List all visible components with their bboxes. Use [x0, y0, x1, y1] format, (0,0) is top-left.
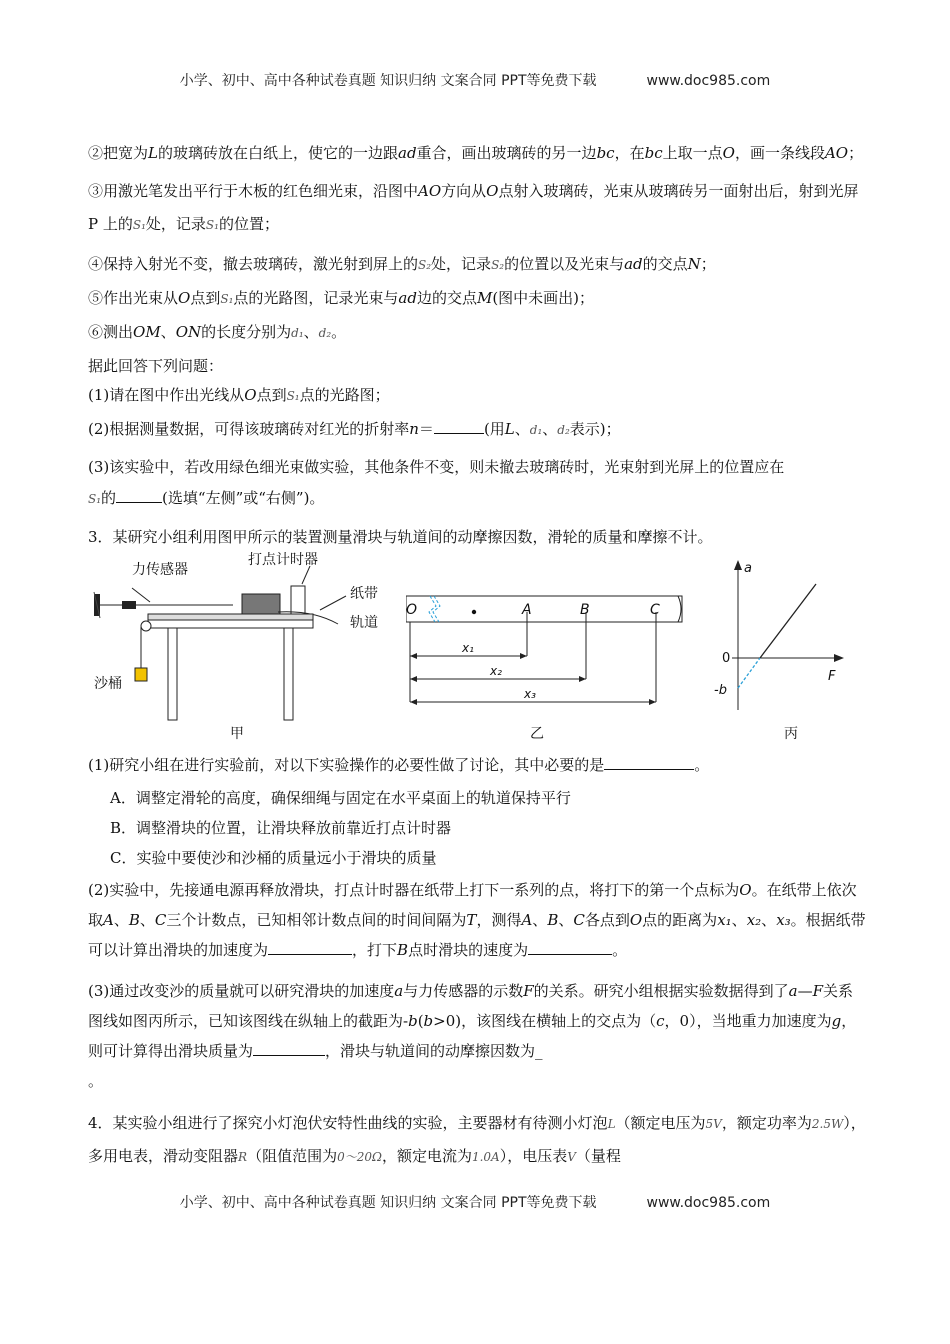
answer-blank[interactable] — [116, 488, 162, 503]
caption-bing: 丙 — [784, 726, 798, 742]
footer-url[interactable]: www.doc985.com — [646, 1195, 771, 1211]
tape-point-label: B — [580, 602, 590, 618]
answer-blank[interactable] — [434, 419, 484, 434]
table-leg — [284, 628, 293, 720]
paper-tape — [406, 596, 682, 622]
q3-sub2: (2)实验中，先接通电源再释放滑块，打点计时器在纸带上打下一系列的点，将打下的第一个点标为O。在纸带上依次取A、B、C三个计数点，已知相邻计数点间的时间间隔为T，测得A、B、C各点到O点的距离为x₁、x₂、x₃。根据纸带可以计算出滑块的加速度为 ，打下B点时滑块的速度为 。 — [88, 881, 866, 959]
tape-point-label: C — [650, 602, 660, 618]
y-axis-label: a — [744, 561, 752, 576]
x-axis-label: F — [828, 669, 836, 684]
bucket-label: 沙桶 — [94, 676, 122, 692]
tape-dot — [472, 610, 476, 614]
q2-step4: ④保持入射光不变，撤去玻璃砖，激光射到屏上的S₂处，记录S₂的位置以及光束与ad的交点N； — [88, 255, 716, 273]
tick-timer — [291, 586, 305, 614]
force-sensor — [122, 601, 136, 609]
origin-label: 0 — [722, 651, 731, 666]
caption-jia: 甲 — [230, 726, 244, 742]
q2-step3: ③用激光笔发出平行于木板的红色细光束，沿图中AO方向从O点射入玻璃砖，光束从玻璃砖另一面射出后，射到光屏 P 上的S₁处，记录S₁的位置； — [88, 182, 859, 233]
force-sensor-label: 力传感器 — [132, 562, 188, 578]
q2-step5: ⑤作出光束从O点到S₁点的光路图，记录光束与ad边的交点M(图中未画出)； — [88, 289, 595, 307]
a-f-line — [760, 584, 816, 658]
track — [148, 614, 313, 620]
x1-label: x₁ — [462, 641, 474, 655]
answer-blank[interactable] — [253, 1041, 325, 1056]
q3-figures — [88, 552, 868, 748]
document-body — [88, 142, 868, 1184]
intercept-label: -b — [714, 683, 727, 698]
caption-yi: 乙 — [530, 726, 544, 742]
table-top — [148, 620, 313, 628]
tape-point-label: O — [406, 602, 418, 618]
q3-option-c: C．实验中要使沙和沙桶的质量远小于滑块的质量 — [110, 849, 437, 867]
sand-bucket — [135, 668, 147, 681]
x2-label: x₂ — [490, 664, 502, 678]
extrapolated-line — [738, 658, 760, 688]
q2-intro: 据此回答下列问题： — [88, 357, 224, 375]
pulley — [141, 621, 151, 631]
q2-sub1: (1)请在图中作出光线从O点到S₁点的光路图； — [88, 386, 390, 404]
answer-blank[interactable] — [528, 940, 612, 955]
q3-sub1: (1)研究小组在进行实验前，对以下实验操作的必要性做了讨论，其中必要的是 。 — [88, 756, 710, 774]
figure-yi — [406, 552, 696, 748]
slider-block — [242, 594, 280, 614]
footer-text: 小学、初中、高中各种试卷真题 知识归纳 文案合同 PPT等免费下载 — [179, 1195, 597, 1211]
tape-label: 纸带 — [350, 586, 378, 602]
track-label: 轨道 — [350, 615, 378, 631]
answer-blank[interactable] — [268, 940, 352, 955]
q2-sub3: (3)该实验中，若改用绿色细光束做实验，其他条件不变，则未撤去玻璃砖时，光束射到光屏上的位置应在 S₁的 (选填“左侧”或“右侧”)。 — [88, 458, 785, 507]
header-url[interactable]: www.doc985.com — [646, 73, 771, 89]
q3-stem: 3．某研究小组利用图甲所示的装置测量滑块与轨道间的动摩擦因数，滑轮的质量和摩擦不计。 — [88, 528, 713, 546]
q2-sub2: (2)根据测量数据，可得该玻璃砖对红光的折射率n＝ (用L、d₁、d₂表示)； — [88, 420, 621, 438]
table-leg — [168, 628, 177, 720]
answer-blank[interactable] — [604, 755, 694, 770]
q4-stem: 4．某实验小组进行了探究小灯泡伏安特性曲线的实验，主要器材有待测小灯泡L（额定电压为5V，额定功率为2.5W），多用电表，滑动变阻器R（阻值范围为0～20Ω，额定电流为1.0A），电压表V（量程 — [88, 1114, 866, 1165]
q3-sub3: (3)通过改变沙的质量就可以研究滑块的加速度a与力传感器的示数F的关系。研究小组根据实验数据得到了a—F关系图线如图丙所示，已知该图线在纵轴上的截距为-b(b>0)，该图线在横轴上的交点为（c，0），当地重力加速度为g，则可计算得出滑块质量为 ，滑块与轨道间的动摩擦因数为_ 。 — [88, 982, 857, 1090]
figure-bing — [714, 552, 864, 748]
timer-label: 打点计时器 — [248, 552, 318, 568]
page-header — [0, 70, 950, 90]
header-text: 小学、初中、高中各种试卷真题 知识归纳 文案合同 PPT等免费下载 — [179, 73, 597, 89]
q2-step6: ⑥测出OM、ON的长度分别为d₁、d₂。 — [88, 323, 347, 341]
q2-step2: ②把宽为L的玻璃砖放在白纸上，使它的一边跟ad重合，画出玻璃砖的另一边bc，在bc上取一点O，画一条线段AO； — [88, 144, 864, 162]
q3-option-b: B．调整滑块的位置，让滑块释放前靠近打点计时器 — [110, 819, 452, 837]
tape-point-label: A — [522, 602, 532, 618]
q3-option-a: A．调整定滑轮的高度，确保细绳与固定在水平桌面上的轨道保持平行 — [110, 789, 571, 807]
x3-label: x₃ — [524, 687, 536, 701]
figure-jia — [88, 552, 393, 748]
page-footer — [0, 1192, 950, 1212]
